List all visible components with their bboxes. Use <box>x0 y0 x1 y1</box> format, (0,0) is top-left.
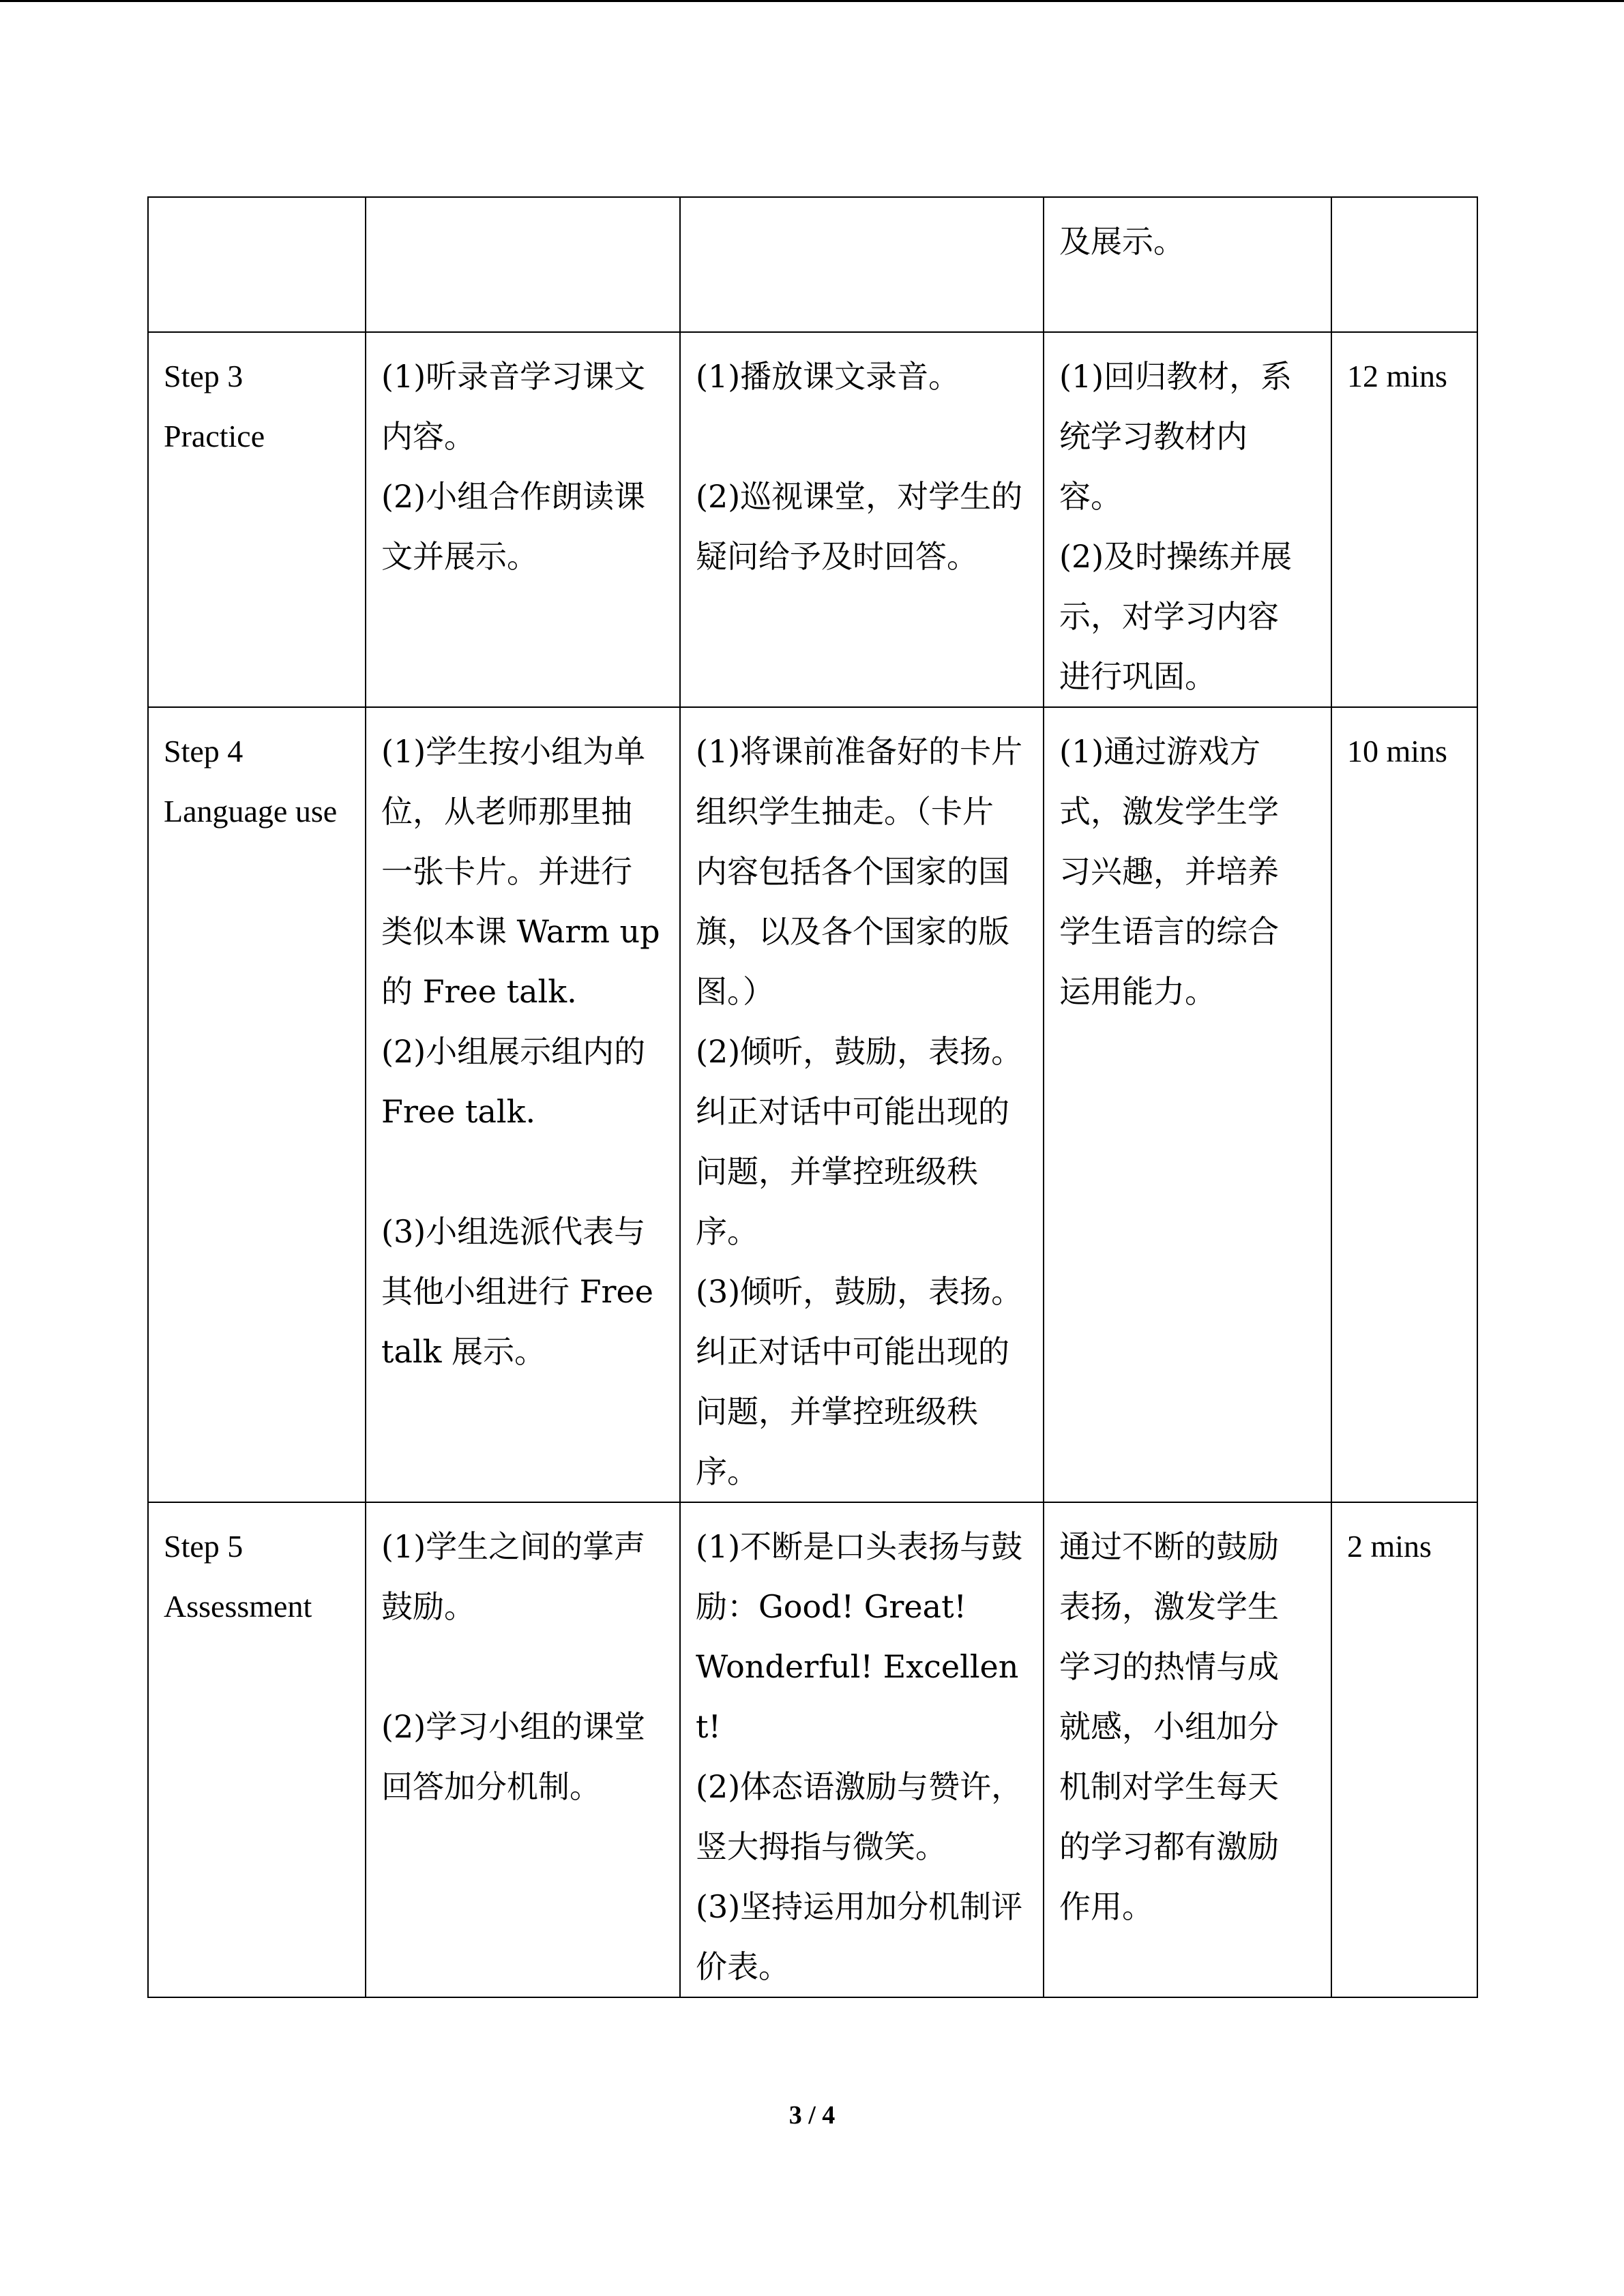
student-line: 内容。 <box>381 418 475 455</box>
student-line <box>381 1142 666 1202</box>
teacher-line: 纠正对话中可能出现的 <box>696 1333 1009 1370</box>
student-line: (2)学习小组的课堂 <box>381 1708 646 1745</box>
teacher-line: 价表。 <box>696 1948 790 1985</box>
purpose-line: 就感，小组加分 <box>1059 1708 1279 1745</box>
student-line <box>381 1637 666 1697</box>
step-line: Practice <box>164 419 265 453</box>
student-activity-cell <box>366 707 680 1502</box>
teacher-line: (3)坚持运用加分机制评 <box>696 1888 1023 1925</box>
student-activity-cell <box>366 197 680 332</box>
student-line: 一张卡片。并进行 <box>381 853 632 890</box>
purpose-line: 通过不断的鼓励 <box>1059 1528 1279 1565</box>
student-line: 类似本课 Warm up <box>381 913 660 950</box>
student-line: (1)学生按小组为单 <box>381 733 646 770</box>
student-activity-cell <box>366 1502 680 1997</box>
purpose-line: 示，对学习内容 <box>1059 598 1279 635</box>
step-line: Step 3 <box>164 359 243 393</box>
teacher-line: 图。） <box>696 973 774 1010</box>
student-activity-cell <box>366 332 680 707</box>
step-cell <box>148 1502 366 1997</box>
teacher-line: 励：Good! Great! <box>696 1588 967 1625</box>
purpose-line: 机制对学生每天 <box>1059 1768 1279 1805</box>
time-cell <box>1331 1502 1477 1997</box>
teacher-line: (2)倾听，鼓励，表扬。 <box>696 1033 1023 1070</box>
teacher-line: 内容包括各个国家的国 <box>696 853 1009 890</box>
time-cell <box>1331 197 1477 332</box>
time-cell <box>1331 332 1477 707</box>
step-line: Assessment <box>164 1589 312 1624</box>
student-line: 文并展示。 <box>381 538 538 575</box>
purpose-line: 的学习都有激励 <box>1059 1828 1279 1865</box>
teacher-line: (1)播放课文录音。 <box>696 358 960 395</box>
lesson-plan-table <box>147 196 1478 1998</box>
student-line: 其他小组进行 Free <box>381 1273 653 1310</box>
teacher-activity-cell <box>680 332 1044 707</box>
student-line: 的 Free talk. <box>381 973 577 1010</box>
student-line: 回答加分机制。 <box>381 1768 601 1805</box>
purpose-line: 统学习教材内 <box>1059 418 1247 455</box>
teacher-activity-cell <box>680 707 1044 1502</box>
step-cell <box>148 332 366 707</box>
teacher-line: 旗，以及各个国家的版 <box>696 913 1009 950</box>
purpose-cell <box>1044 1502 1331 1997</box>
teacher-line: (2)体态语激励与赞许， <box>696 1768 1023 1805</box>
teacher-line: 问题，并掌控班级秩 <box>696 1153 978 1190</box>
purpose-line: (1)通过游戏方 <box>1059 733 1261 770</box>
purpose-cell <box>1044 332 1331 707</box>
student-line: (2)小组合作朗读课 <box>381 478 646 515</box>
teacher-line: 序。 <box>696 1453 758 1490</box>
teacher-activity-cell <box>680 1502 1044 1997</box>
teacher-activity-cell <box>680 197 1044 332</box>
student-line: 位，从老师那里抽 <box>381 793 632 830</box>
teacher-line <box>696 406 1029 466</box>
purpose-cell <box>1044 707 1331 1502</box>
teacher-line: 组织学生抽走。（卡片 <box>696 793 994 830</box>
student-line: Free talk. <box>381 1093 536 1130</box>
teacher-line: Wonderful! Excellent! <box>696 1648 1019 1745</box>
purpose-line: 学习的热情与成 <box>1059 1648 1279 1685</box>
table-row <box>148 332 1477 707</box>
step-line: Language use <box>164 794 338 829</box>
purpose-line: 学生语言的综合 <box>1059 913 1279 950</box>
purpose-line: 习兴趣，并培养 <box>1059 853 1279 890</box>
time-value: 2 mins <box>1347 1529 1432 1564</box>
teacher-line: (1)不断是口头表扬与鼓 <box>696 1528 1023 1565</box>
student-line: talk 展示。 <box>381 1333 546 1370</box>
purpose-cell <box>1044 197 1331 332</box>
teacher-line: 序。 <box>696 1213 758 1250</box>
teacher-line: 疑问给予及时回答。 <box>696 538 978 575</box>
purpose-line: 进行巩固。 <box>1059 658 1216 695</box>
student-line: (1)听录音学习课文 <box>381 358 646 395</box>
purpose-line: 表扬，激发学生 <box>1059 1588 1279 1625</box>
table-row <box>148 1502 1477 1997</box>
purpose-line: 及展示。 <box>1059 223 1185 260</box>
page-top-border <box>0 0 1624 2</box>
teacher-line: 纠正对话中可能出现的 <box>696 1093 1009 1130</box>
purpose-line: (2)及时操练并展 <box>1059 538 1293 575</box>
page-number: 3 / 4 <box>788 2101 836 2130</box>
teacher-line: 问题，并掌控班级秩 <box>696 1393 978 1430</box>
purpose-line: 运用能力。 <box>1059 973 1216 1010</box>
step-cell <box>148 197 366 332</box>
table-body <box>148 197 1477 1997</box>
time-cell <box>1331 707 1477 1502</box>
teacher-line: (1)将课前准备好的卡片 <box>696 733 1023 770</box>
table-row <box>148 707 1477 1502</box>
teacher-line: (3)倾听，鼓励，表扬。 <box>696 1273 1023 1310</box>
teacher-line: (2)巡视课堂，对学生的 <box>696 478 1023 515</box>
teacher-line: 竖大拇指与微笑。 <box>696 1828 947 1865</box>
step-line: Step 4 <box>164 734 243 769</box>
student-line: (3)小组选派代表与 <box>381 1213 646 1250</box>
purpose-line: (1)回归教材，系 <box>1059 358 1293 395</box>
student-line: 鼓励。 <box>381 1588 475 1625</box>
step-cell <box>148 707 366 1502</box>
purpose-line: 式，激发学生学 <box>1059 793 1279 830</box>
purpose-line: 容。 <box>1059 478 1122 515</box>
table-row <box>148 197 1477 332</box>
time-value: 10 mins <box>1347 734 1447 769</box>
student-line: (2)小组展示组内的 <box>381 1033 646 1070</box>
purpose-line: 作用。 <box>1059 1888 1153 1925</box>
time-value: 12 mins <box>1347 359 1447 393</box>
student-line: (1)学生之间的掌声 <box>381 1528 646 1565</box>
step-line: Step 5 <box>164 1529 243 1564</box>
